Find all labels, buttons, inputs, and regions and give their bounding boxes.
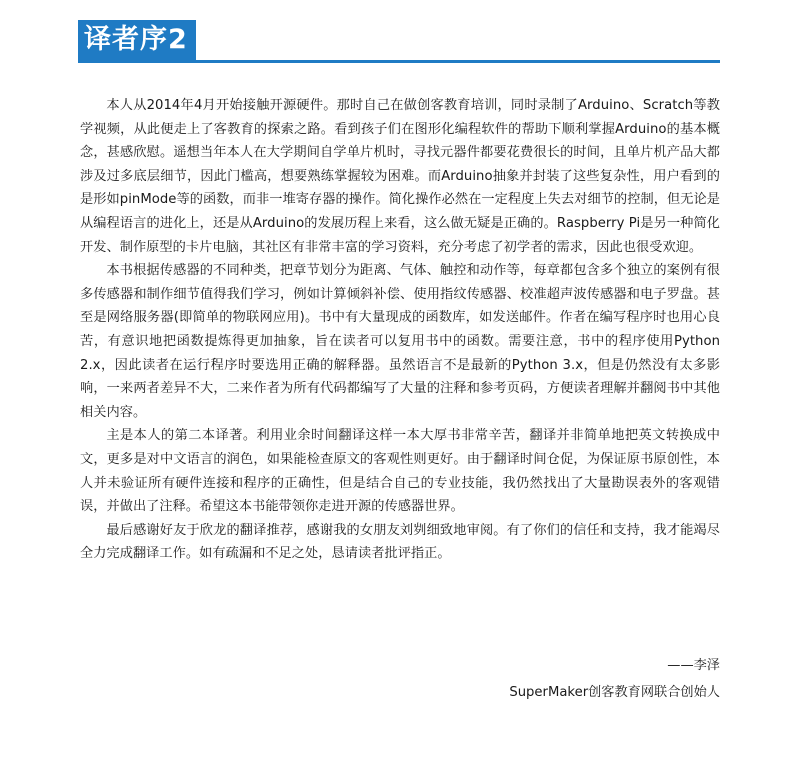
paragraph-3: 主是本人的第二本译著。利用业余时间翻译这样一本大厚书非常辛苦，翻译并非简单地把英文转换成中文，更多是对中文语言的润色，如果能检查原文的客观性则更好。由于翻译时间仓促，为保证原书原创性，本人并未验证所有硬件连接和程序的正确性，但是结合自己的专业技能，我仍然找出了大量勘误表外的客观错误，并做出了注释。希望这本书能带领你走进开源的传感器世界。 bbox=[80, 428, 720, 515]
preface-body bbox=[80, 94, 720, 566]
paragraph-4: 最后感谢好友于欣龙的翻译推荐，感谢我的女朋友刘刿细致地审阅。有了你们的信任和支持，我才能竭尽全力完成翻译工作。如有疏漏和不足之处，恳请读者批评指正。 bbox=[80, 522, 720, 562]
paragraph-2: 本书根据传感器的不同种类，把章节划分为距离、气体、触控和动作等，每章都包含多个独立的案例有很多传感器和制作细节值得我们学习，例如计算倾斜补偿、使用指纹传感器、校准超声波传感器和电子罗盘。甚至是网络服务器(即简单的物联网应用)。书中有大量现成的函数库，如发送邮件。作者在编写程序时也用心良苦，有意识地把函数提炼得更加抽象，旨在读者可以复用书中的函数。需要注意，书中的程序使用Python 2.x，因此读者在运行程序时要选用正确的解释器。虽然语言不是最新的Python 3.x，但是仍然没有太多影响，一来两者差异不大，二来作者为所有代码都编写了大量的注释和参考页码，方便读者理解并翻阅书中其他相关内容。 bbox=[80, 263, 720, 420]
signature-title: SuperMaker创客教育网联合创始人 bbox=[509, 685, 720, 700]
chapter-title: 译者序2 bbox=[78, 20, 196, 60]
signature-name: ——李泽 bbox=[667, 658, 720, 673]
chapter-header bbox=[78, 20, 720, 60]
paragraph-1: 本人从2014年4月开始接触开源硬件。那时自己在做创客教育培训，同时录制了Arduino、Scratch等教学视频，从此便走上了客教育的探索之路。看到孩子们在图形化编程软件的帮助下顺利掌握Arduino的基本概念，甚感欣慰。遥想当年本人在大学期间自学单片机时，寻找元器件都要花费很长的时间，且单片机产品大都涉及过多底层细节，因此门槛高，想要熟练掌握较为困难。而Arduino抽象并封装了这些复杂性，用户看到的是形如pinMode等的函数，而非一堆寄存器的操作。简化操作必然在一定程度上失去对细节的控制，但无论是从编程语言的进化上，还是从Arduino的发展历程上来看，这么做无疑是正确的。Raspberry Pi是另一种简化开发、制作原型的卡片电脑，其社区有非常丰富的学习资料，充分考虑了初学者的需求，因此也很受欢迎。 bbox=[80, 98, 720, 255]
header-rule bbox=[78, 60, 720, 63]
